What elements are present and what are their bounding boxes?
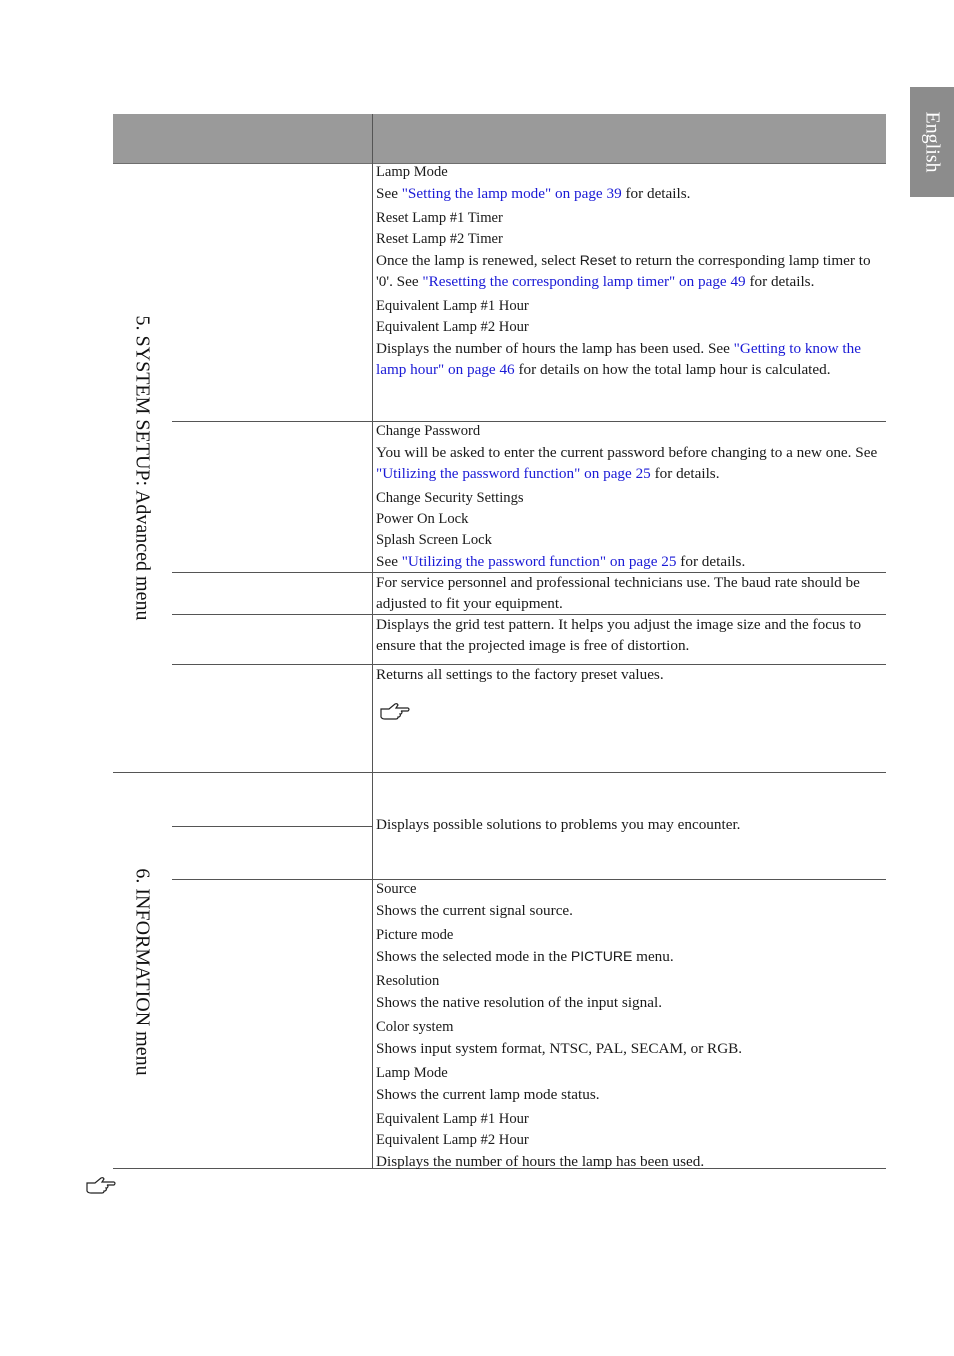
term-change-password: Change Password	[376, 423, 481, 439]
link-password-function[interactable]: "Utilizing the password function" on page 25	[376, 465, 651, 482]
term-power-on-lock: Power On Lock	[376, 511, 469, 527]
term-reset-lamp2: Reset Lamp #2 Timer	[376, 231, 503, 247]
term-source: Source	[376, 881, 417, 897]
term-picture-mode: Picture mode	[376, 927, 454, 943]
term-color-system: Color system	[376, 1019, 454, 1035]
test-pattern-cell: Displays the grid test pattern. It helps you adjust the image size and the focus to ensure that the projected image is free of distortion.	[376, 616, 862, 654]
link-lamp-hour[interactable]: "Getting to know the lamp hour" on page 46	[376, 340, 861, 378]
lamp-settings-cell: Lamp Mode See "Setting the lamp mode" on page 39 for details. Reset Lamp #1 Timer Reset Lamp #2 Timer Once the lamp is renewed, select Reset to return the corresponding lamp timer to '0'. See "Resetting the corresponding lamp timer" on page 49 for details. Equivalent Lamp #1 Hour Equivalent Lamp #2 Hour Displays the number of hours the lamp has been used. See "Getting to know the lamp hour" on page 46 for details on how the total lamp hour is calculated.	[376, 162, 884, 380]
link-resetting-lamp-timer[interactable]: "Resetting the corresponding lamp timer" on page 49	[422, 273, 746, 290]
term-lamp-mode: Lamp Mode	[376, 164, 448, 180]
picture-keyword: PICTURE	[570, 948, 633, 964]
baud-rate-cell: For service personnel and professional technicians use. The baud rate should be adjusted to fit your equipment.	[376, 574, 860, 612]
reset-keyword: Reset	[579, 252, 617, 268]
term-reset-lamp1: Reset Lamp #1 Timer	[376, 210, 503, 226]
system-status-cell: Source Shows the current signal source. Picture mode Shows the selected mode in the PICTURE menu. Resolution Shows the native resolution of the input signal. Color system Shows input system format, NTSC, PAL, SECAM, or RGB. Lamp Mode Shows the current lamp mode status. Equivalent Lamp #1 Hour Equivalent Lamp #2 Hour Displays the number of hours the lamp has been used.	[376, 879, 884, 1172]
link-password-function-2[interactable]: "Utilizing the password function" on page 25	[401, 553, 677, 570]
column-divider	[372, 114, 373, 1169]
term-info-equiv2: Equivalent Lamp #2 Hour	[376, 1132, 529, 1148]
term-change-security: Change Security Settings	[376, 490, 524, 506]
link-setting-lamp-mode[interactable]: "Setting the lamp mode" on page 39	[401, 185, 622, 202]
row-divider	[172, 826, 372, 827]
language-tab-label: English	[921, 111, 944, 173]
term-splash-lock: Splash Screen Lock	[376, 532, 492, 548]
help-cell: Displays possible solutions to problems you may encounter.	[376, 816, 741, 833]
language-tab	[910, 87, 954, 197]
note-hand-icon	[379, 701, 411, 721]
term-info-equiv1: Equivalent Lamp #1 Hour	[376, 1111, 529, 1127]
table-header	[113, 114, 886, 164]
term-info-lamp-mode: Lamp Mode	[376, 1065, 448, 1081]
term-resolution: Resolution	[376, 973, 440, 989]
section-divider	[113, 772, 886, 773]
section-title-system-setup: 5. SYSTEM SETUP: Advanced menu	[131, 315, 154, 621]
section-title-information: 6. INFORMATION menu	[131, 868, 154, 1076]
security-settings-cell: Change Password You will be asked to enter the current password before changing to a new one. See "Utilizing the password function" on page 25 for details. Change Security Settings Power On Lock Splash Screen Lock See "Utilizing the password function" on page 25 for details.	[376, 421, 884, 572]
term-equiv-lamp2: Equivalent Lamp #2 Hour	[376, 319, 529, 335]
reset-all-cell: Returns all settings to the factory preset values.	[376, 666, 664, 683]
note-hand-icon	[85, 1175, 117, 1195]
term-equiv-lamp1: Equivalent Lamp #1 Hour	[376, 298, 529, 314]
